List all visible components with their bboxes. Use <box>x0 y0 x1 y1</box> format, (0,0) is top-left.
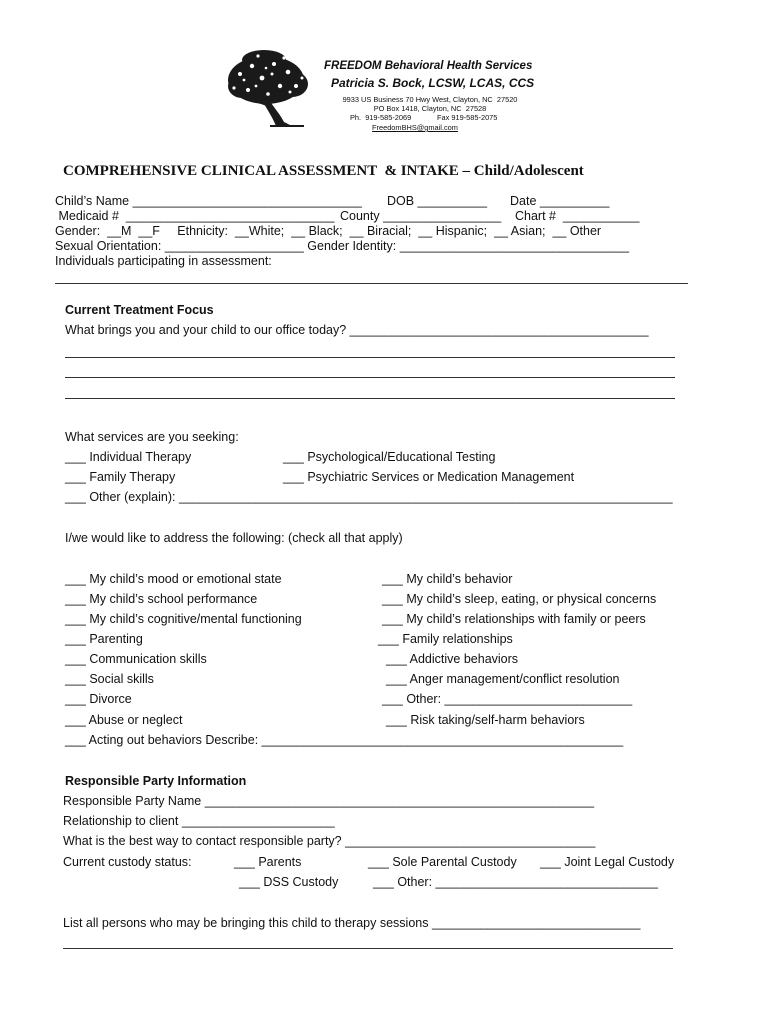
concern-risk-taking[interactable]: ___ Risk taking/self-harm behaviors <box>386 713 585 727</box>
concern-social[interactable]: ___ Social skills <box>65 672 154 686</box>
child-name-field[interactable]: Child’s Name _________________________________ <box>55 194 362 208</box>
concern-school[interactable]: ___ My child’s school performance <box>65 592 258 606</box>
service-testing[interactable]: ___ Psychological/Educational Testing <box>283 450 496 464</box>
concern-family-relationships[interactable]: ___ Family relationships <box>378 632 513 646</box>
concern-sleep-eating[interactable]: ___ My child’s sleep, eating, or physical concerns <box>382 592 657 606</box>
custody-other[interactable]: ___ Other: ________________________________ <box>373 875 658 889</box>
service-other[interactable]: ___ Other (explain): _______________________________________________________________________ <box>65 490 673 504</box>
email-link[interactable]: FreedomBHS@gmail.com <box>372 123 458 132</box>
orientation-identity-line[interactable]: Sexual Orientation: ____________________ Gender Identity: _________________________________ <box>55 239 630 253</box>
concern-divorce[interactable]: ___ Divorce <box>65 692 132 706</box>
answer-line[interactable] <box>65 398 675 399</box>
concern-other[interactable]: ___ Other: ___________________________ <box>382 692 633 706</box>
address-line-2: PO Box 1418, Clayton, NC 27528 <box>373 104 487 113</box>
concern-mood[interactable]: ___ My child’s mood or emotional state <box>65 572 282 586</box>
address-line-1: 9933 US Business 70 Hwy West, Clayton, NC 27520 <box>342 95 518 104</box>
office-reason-field[interactable]: What brings you and your child to our office today? ___________________________________________ <box>65 323 649 337</box>
persons-bringing-field[interactable]: List all persons who may be bringing this child to therapy sessions ______________________________ <box>63 916 641 930</box>
dob-field[interactable]: DOB __________ <box>387 194 488 208</box>
concern-behavior[interactable]: ___ My child’s behavior <box>382 572 513 586</box>
relationship-field[interactable]: Relationship to client ______________________ <box>63 814 335 828</box>
address-question: I/we would like to address the following: (check all that apply) <box>65 531 403 545</box>
clinician-name: Patricia S. Bock, LCSW, LCAS, CCS <box>331 76 535 90</box>
answer-line[interactable] <box>65 357 675 358</box>
participants-label: Individuals participating in assessment: <box>55 254 272 268</box>
answer-line[interactable] <box>65 377 675 378</box>
concern-acting-out[interactable]: ___ Acting out behaviors Describe: ____________________________________________________ <box>65 733 624 747</box>
phone-number: Ph. 919-585-2069 <box>350 113 412 122</box>
fax-number: Fax 919-585-2075 <box>437 113 498 122</box>
tree-logo <box>222 50 314 130</box>
service-family-therapy[interactable]: ___ Family Therapy <box>65 470 176 484</box>
concern-relationships[interactable]: ___ My child’s relationships with family or peers <box>382 612 646 626</box>
custody-label: Current custody status: <box>63 855 192 869</box>
medicaid-field[interactable]: Medicaid # ______________________________ <box>55 209 335 223</box>
custody-parents[interactable]: ___ Parents <box>234 855 302 869</box>
chart-field[interactable]: Chart # ___________ <box>515 209 640 223</box>
treatment-heading: Current Treatment Focus <box>65 303 214 317</box>
section-divider <box>55 283 688 284</box>
date-field[interactable]: Date __________ <box>510 194 610 208</box>
concern-communication[interactable]: ___ Communication skills <box>65 652 207 666</box>
service-psychiatric[interactable]: ___ Psychiatric Services or Medication Management <box>283 470 575 484</box>
answer-line[interactable] <box>63 948 673 949</box>
custody-joint[interactable]: ___ Joint Legal Custody <box>540 855 675 869</box>
concern-parenting[interactable]: ___ Parenting <box>65 632 143 646</box>
custody-dss[interactable]: ___ DSS Custody <box>239 875 339 889</box>
services-question: What services are you seeking: <box>65 430 239 444</box>
county-field[interactable]: County _________________ <box>340 209 502 223</box>
responsible-name-field[interactable]: Responsible Party Name ________________________________________________________ <box>63 794 595 808</box>
concern-cognitive[interactable]: ___ My child’s cognitive/mental functioning <box>65 612 302 626</box>
contact-method-field[interactable]: What is the best way to contact responsible party? ____________________________________ <box>63 834 596 848</box>
responsible-heading: Responsible Party Information <box>65 774 247 788</box>
gender-ethnicity-line[interactable]: Gender: __M __F Ethnicity: __White; __ Black; __ Biracial; __ Hispanic; __ Asian; __ Other <box>55 224 602 238</box>
concern-abuse[interactable]: ___ Abuse or neglect <box>65 713 183 727</box>
custody-sole[interactable]: ___ Sole Parental Custody <box>368 855 517 869</box>
org-name: FREEDOM Behavioral Health Services <box>324 60 533 72</box>
service-individual-therapy[interactable]: ___ Individual Therapy <box>65 450 192 464</box>
concern-anger[interactable]: ___ Anger management/conflict resolution <box>386 672 620 686</box>
concern-addictive[interactable]: ___ Addictive behaviors <box>386 652 519 666</box>
form-title: COMPREHENSIVE CLINICAL ASSESSMENT & INTAKE – Child/Adolescent <box>63 163 584 179</box>
